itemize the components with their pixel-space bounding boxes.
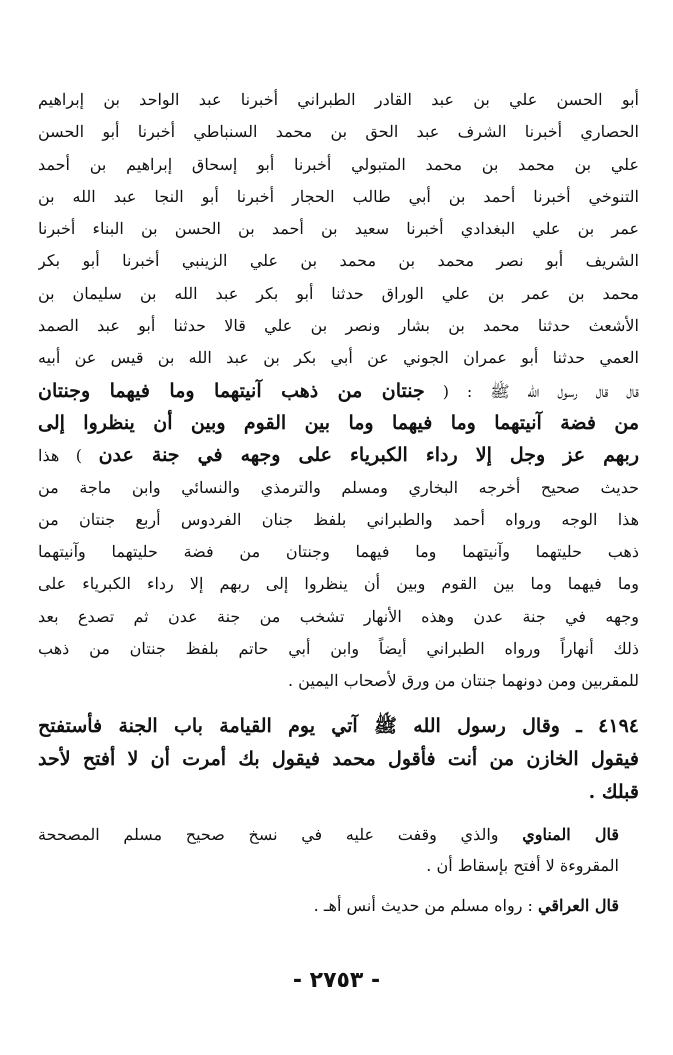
- commentary-iraqi: [38, 889, 639, 923]
- hadith-text-line: [38, 375, 639, 407]
- hadith-closing: ) هذا: [38, 446, 99, 466]
- hadith-heading-line: فيقول الخازن من أنت فأقول محمد فيقول بك أمرت أن لا أفتح لأحد: [38, 747, 639, 770]
- text-line: علي بن محمد بن محمد المتبولي أخبرنا أبو إسحاق إبراهيم بن أحمد: [38, 154, 639, 174]
- page-body: [38, 84, 639, 923]
- commentary-text: : رواه مسلم من حديث أنس أهـ .: [313, 895, 538, 915]
- hadith-matn: ربهم عز وجل إلا رداء الكبرياء على وجهه في جنة عدن: [98, 444, 639, 467]
- text-line: الحصاري أخبرنا الشرف عبد الحق بن محمد السنباطي أخبرنا أبو الحسن: [38, 122, 639, 142]
- hadith-4194-block: [38, 710, 639, 809]
- hadith-text-line: [38, 407, 639, 439]
- commentary-line: المقروءة لا أفتح بإسقاط أن .: [426, 855, 619, 875]
- commentary-line: [38, 819, 639, 850]
- hadith-intro: قال قال رسول الله ﷺ : (: [424, 381, 639, 401]
- hadith-matn: من فضة آنيتهما وما فيهما وما بين القوم وبين أن ينظروا إلى: [38, 411, 639, 434]
- text-line: وما فيهما وما بين القوم وبين أن ينظروا إلى ربهم إلا رداء الكبرياء على: [38, 574, 639, 594]
- isnad-block: [38, 84, 639, 698]
- hadith-matn: جنتان من ذهب آنيتهما وما فيهما وجنتان: [38, 379, 425, 402]
- hadith-heading-line: ٤١٩٤ ـ وقال رسول الله ﷺ آتي يوم القيامة باب الجنة فأستفتح: [38, 714, 639, 737]
- commentary-line: [38, 889, 639, 923]
- hadith-text-line: [38, 439, 639, 471]
- hadith-heading-line: قبلك .: [588, 780, 639, 803]
- text-line: عمر بن علي البغدادي أخبرنا سعيد بن أحمد بن الحسن بن البناء أخبرنا: [38, 219, 639, 239]
- text-line: التنوخي أخبرنا أحمد بن أبي طالب الحجار أخبرنا أبو النجا عبد الله بن: [38, 186, 639, 206]
- text-line: الأشعث حدثنا محمد بن بشار ونصر بن علي قالا حدثنا أبو عبد الصمد: [38, 316, 639, 336]
- commentator-label: قال المناوي: [522, 824, 619, 844]
- text-line: أبو الحسن علي بن عبد القادر الطبراني أخبرنا عبد الواحد بن إبراهيم: [38, 90, 639, 109]
- commentator-label: قال العراقي: [537, 895, 619, 915]
- text-line: وجهه في جنة عدن وهذه الأنهار تشخب من جنة عدن ثم تصدع بعد: [38, 606, 639, 626]
- text-line: حديث صحيح أخرجه البخاري ومسلم والترمذي والنسائي وابن ماجة من: [38, 477, 639, 497]
- text-line: هذا الوجه ورواه أحمد والطبراني بلفظ جنان الفردوس أربع جنتان من: [38, 509, 639, 529]
- commentary-munawi: [38, 819, 639, 881]
- text-line: للمقربين ومن دونهما جنتان من ورق لأصحاب اليمين .: [287, 671, 639, 691]
- commentary-text: والذي وقفت عليه في نسخ صحيح مسلم المصححة: [38, 824, 523, 844]
- text-line: العمي حدثنا أبو عمران الجوني عن أبي بكر بن عبد الله بن قيس عن أبيه: [38, 348, 639, 368]
- text-line: ذهب حليتهما وآنيتهما وما فيهما وجنتان من فضة حليتهما وآنيتهما: [38, 542, 639, 562]
- text-line: محمد بن عمر بن علي الوراق حدثنا أبو بكر عبد الله بن سليمان بن: [38, 283, 639, 303]
- text-line: الشريف أبو نصر محمد بن محمد بن علي الزينبي أخبرنا أبو بكر: [38, 251, 639, 271]
- text-line: ذلك أنهاراً ورواه الطبراني أيضاً وابن أبي حاتم بلفظ جنتان من ذهب: [38, 639, 639, 659]
- page-number: - ٢٧٥٣ -: [292, 968, 381, 993]
